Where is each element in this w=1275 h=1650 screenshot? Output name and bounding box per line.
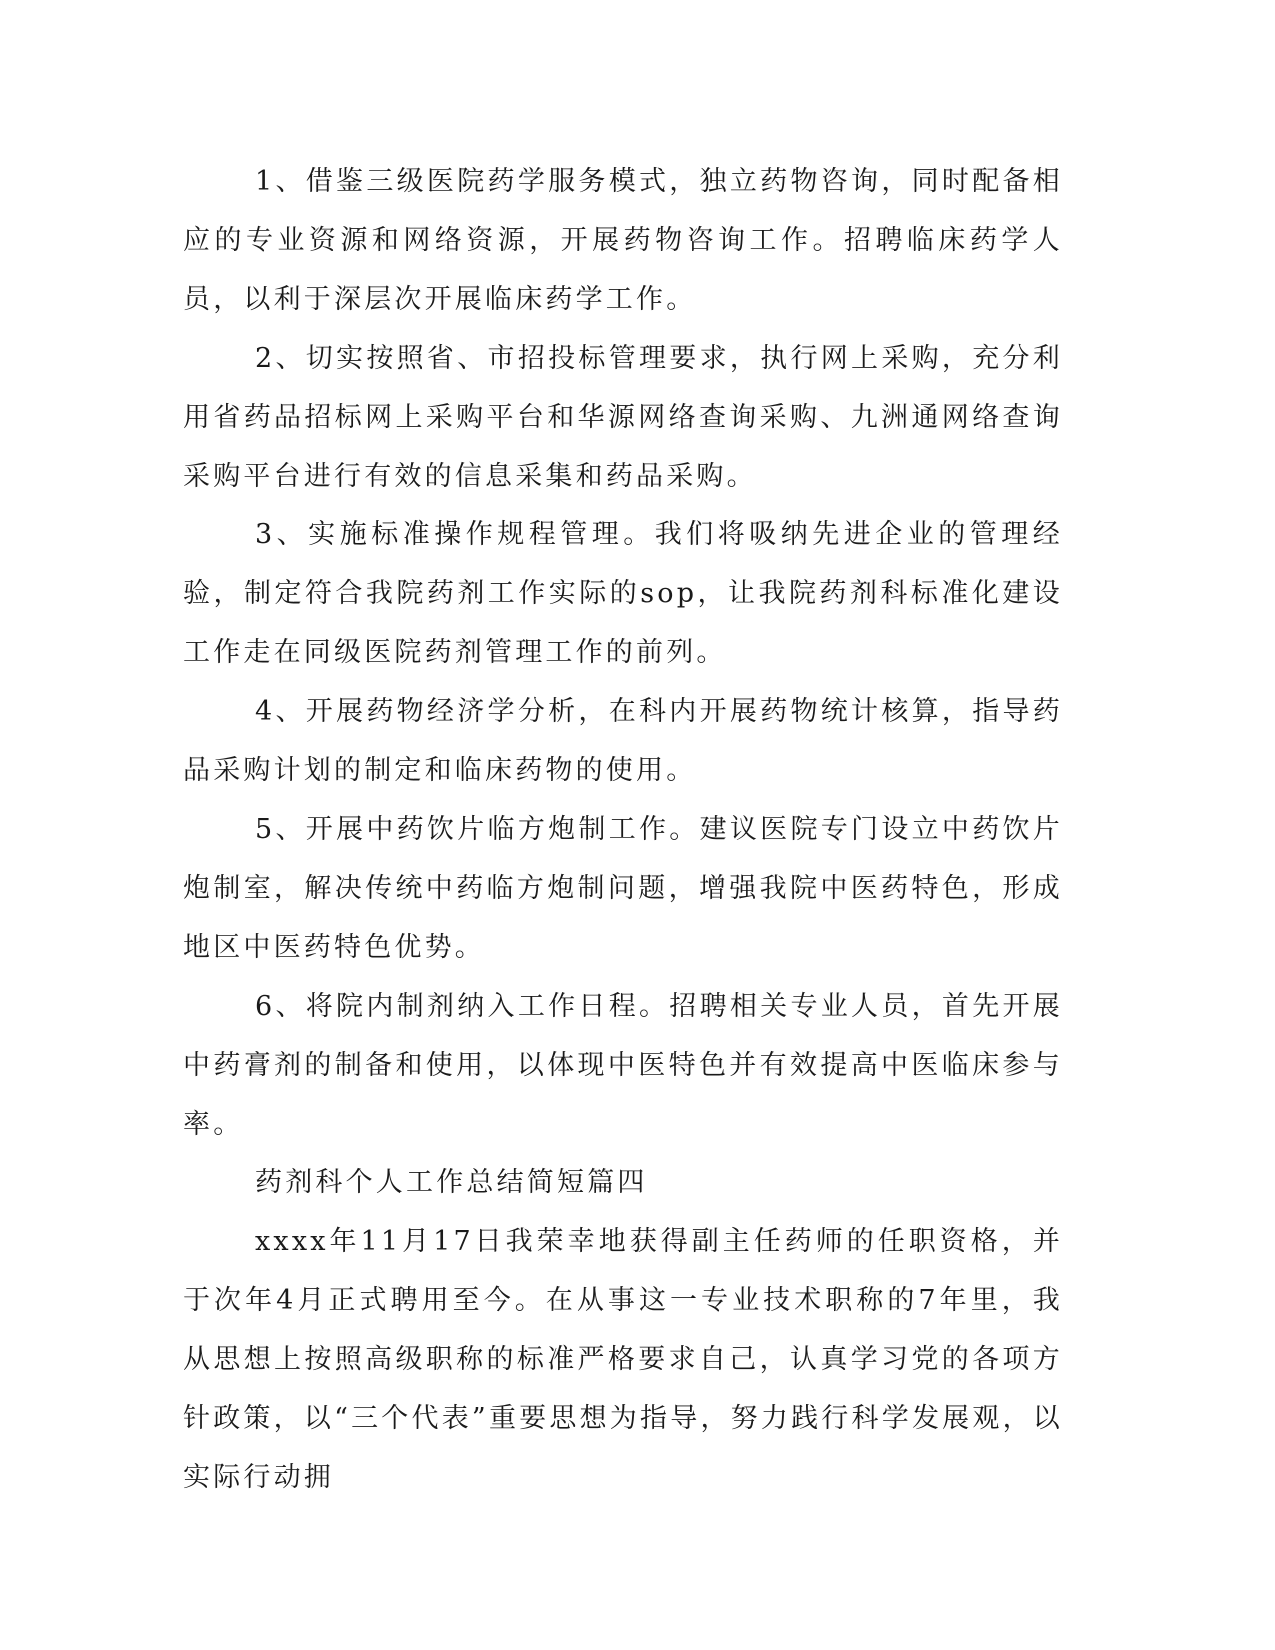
document-body bbox=[183, 153, 1063, 1508]
paragraph-item-4: 4、开展药物经济学分析，在科内开展药物统计核算，指导药品采购计划的制定和临床药物的使用。 bbox=[183, 696, 1063, 787]
paragraph-item-5: 5、开展中药饮片临方炮制工作。建议医院专门设立中药饮片炮制室，解决传统中药临方炮制问题，增强我院中医药特色，形成地区中医药特色优势。 bbox=[183, 813, 1063, 963]
paragraph-item-2: 2、切实按照省、市招投标管理要求，执行网上采购，充分利用省药品招标网上采购平台和华源网络查询采购、九洲通网络查询采购平台进行有效的信息采集和药品采购。 bbox=[183, 342, 1063, 492]
paragraph-item-1: 1、借鉴三级医院药学服务模式，独立药物咨询，同时配备相应的专业资源和网络资源，开展药物咨询工作。招聘临床药学人员，以利于深层次开展临床药学工作。 bbox=[183, 166, 1063, 315]
paragraph-item-3: 3、实施标准操作规程管理。我们将吸纳先进企业的管理经验，制定符合我院药剂工作实际的sop，让我院药剂科标准化建设工作走在同级医院药剂管理工作的前列。 bbox=[183, 519, 1063, 669]
section-heading: 药剂科个人工作总结简短篇四 bbox=[255, 1167, 648, 1199]
paragraph-item-6: 6、将院内制剂纳入工作日程。招聘相关专业人员，首先开展中药膏剂的制备和使用，以体现中医特色并有效提高中医临床参与率。 bbox=[183, 990, 1063, 1140]
intro-paragraph: xxxx年11月17日我荣幸地获得副主任药师的任职资格，并于次年4月正式聘用至今。在从事这一专业技术职称的7年里，我从思想上按照高级职称的标准严格要求自己，认真学习党的各项方针政策，以“三个代表”重要思想为指导，努力践行科学发展观，以实际行动拥 bbox=[183, 1226, 1063, 1493]
